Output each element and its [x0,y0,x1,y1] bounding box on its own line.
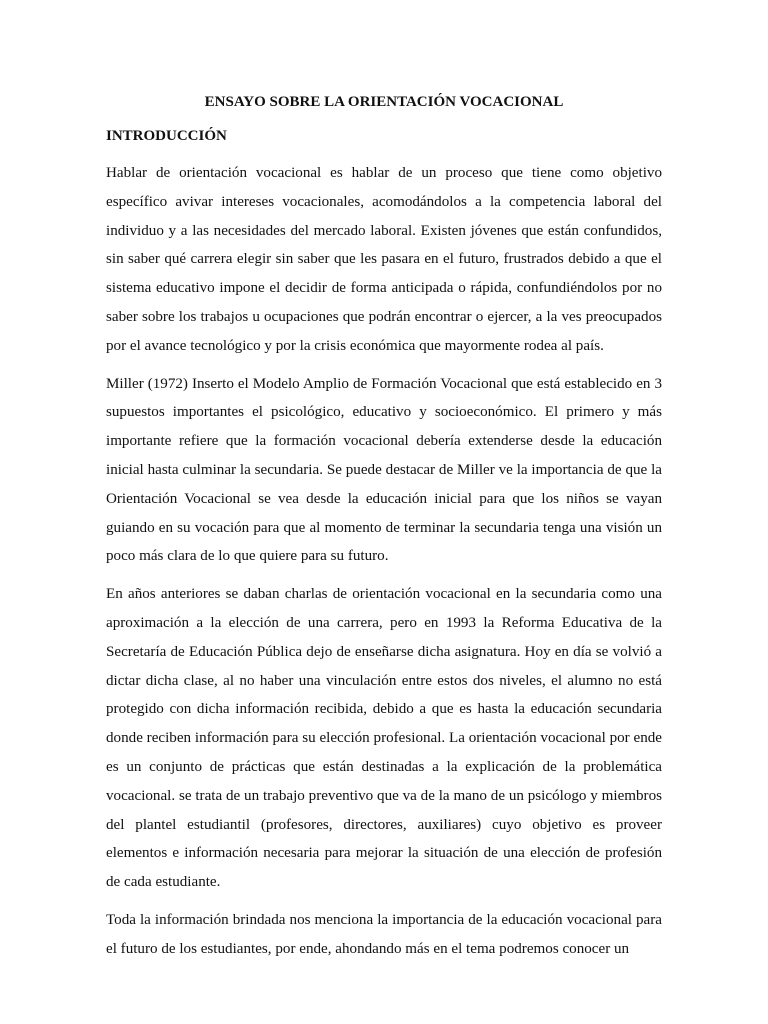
section-heading-introduccion: INTRODUCCIÓN [106,128,227,144]
body-paragraph: Miller (1972) Inserto el Modelo Amplio de Formación Vocacional que está establecido en 3 supuestos importantes el psicológico, educativo y socioeconómico. El primero y más importante refiere que la formación vocacional debería extenderse desde la educación inicial hasta culminar la secundaria. Se puede destacar de Miller ve la importancia de que la Orientación Vocacional se vea desde la educación inicial para que los niños se vayan guiando en su vocación para que al momento de terminar la secundaria tenga una visión un poco más clara de lo que quiere para su futuro. [106,375,662,565]
document-page [106,88,662,973]
document-title: ENSAYO SOBRE LA ORIENTACIÓN VOCACIONAL [204,94,564,110]
body-paragraph: Hablar de orientación vocacional es hablar de un proceso que tiene como objetivo específico avivar intereses vocacionales, acomodándolos a la competencia laboral del individuo y a las necesidades del mercado laboral. Existen jóvenes que están confundidos, sin saber qué carrera elegir sin saber que les pasara en el futuro, frustrados debido a que el sistema educativo impone el decidir de forma anticipada o rápida, confundiéndolos por no saber sobre los trabajos u ocupaciones que podrán encontrar o ejercer, a la ves preocupados por el avance tecnológico y por la crisis económica que mayormente rodea al país. [106,165,662,354]
body-paragraph: En años anteriores se daban charlas de orientación vocacional en la secundaria como una aproximación a la elección de una carrera, pero en 1993 la Reforma Educativa de la Secretaría de Educación Pública dejo de enseñarse dicha asignatura. Hoy en día se volvió a dictar dicha clase, al no haber una vinculación entre estos dos niveles, el alumno no está protegido con dicha información recibida, debido a que es hasta la educación secundaria donde reciben información para su elección profesional. La orientación vocacional por ende es un conjunto de prácticas que están destinadas a la explicación de la problemática vocacional. se trata de un trabajo preventivo que va de la mano de un psicólogo y miembros del plantel estudiantil (profesores, directores, auxiliares) cuyo objetivo es proveer elementos e información necesaria para mejorar la situación de una elección de profesión de cada estudiante. [106,586,662,891]
body-paragraph: Toda la información brindada nos menciona la importancia de la educación vocacional para el futuro de los estudiantes, por ende, ahondando más en el tema podremos conocer un [106,911,662,957]
